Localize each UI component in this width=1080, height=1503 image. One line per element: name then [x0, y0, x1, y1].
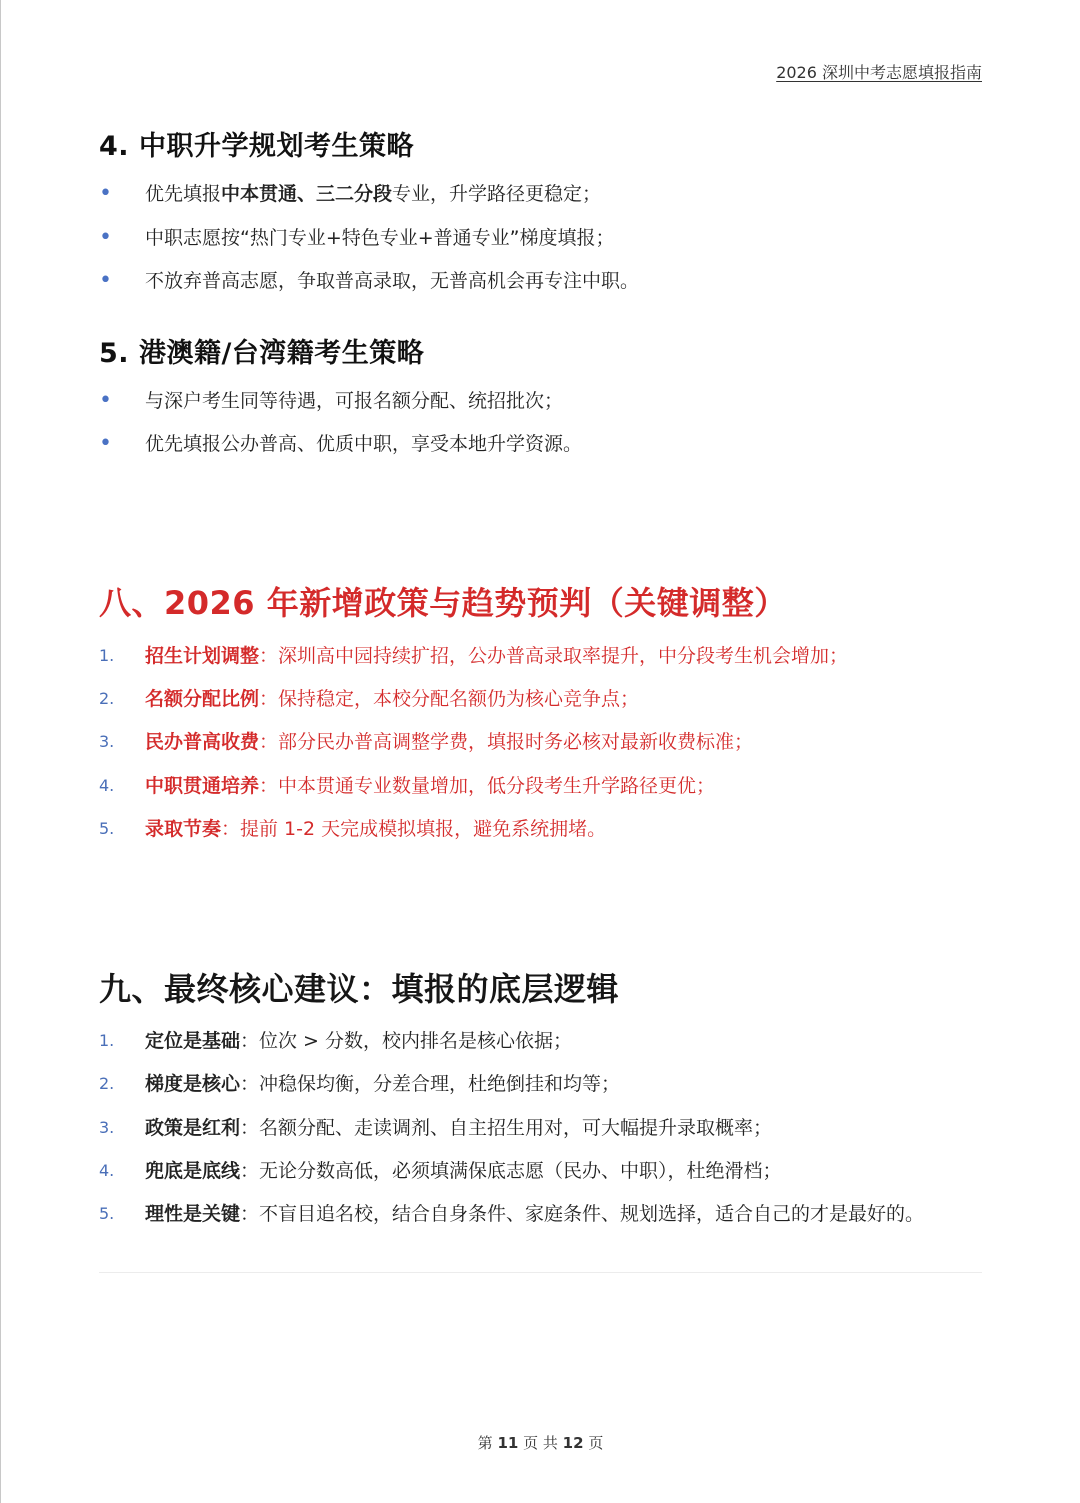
item-label: 录取节奏	[145, 818, 222, 840]
item-label: 理性是关键	[145, 1203, 241, 1225]
footer-text: 第	[477, 1434, 493, 1452]
item-label: 中职贯通培养	[145, 775, 260, 797]
item-label: 政策是红利	[145, 1117, 241, 1139]
item-body: ：位次 > 分数，校内排名是核心依据；	[240, 1030, 573, 1052]
bullet-icon: •	[99, 181, 112, 206]
item-number: 3.	[99, 732, 115, 751]
current-page-number: 11	[497, 1434, 519, 1452]
bullet-icon: •	[99, 431, 112, 456]
item-label: 招生计划调整	[145, 645, 260, 667]
numbered-item-text	[145, 774, 715, 798]
item-number: 5.	[99, 1204, 115, 1223]
item-body: ：深圳高中园持续扩招，公办普高录取率提升，中分段考生机会增加；	[259, 645, 849, 667]
running-header: 2026 深圳中考志愿填报指南	[776, 63, 982, 82]
item-body: ：名额分配、走读调剂、自主招生用对，可大幅提升录取概率；	[240, 1117, 773, 1139]
numbered-item-text	[145, 644, 848, 668]
numbered-item-text	[145, 1159, 782, 1183]
item-number: 1.	[99, 1031, 115, 1050]
numbered-item-text	[145, 817, 606, 841]
total-page-number: 12	[562, 1434, 584, 1452]
numbered-item-text	[145, 730, 753, 754]
list-item-text: 优先填报公办普高、优质中职，享受本地升学资源。	[145, 433, 583, 455]
footer-text: 页 共	[523, 1434, 558, 1452]
item-label: 兜底是底线	[145, 1160, 241, 1182]
item-number: 1.	[99, 646, 115, 665]
numbered-item-text	[145, 1202, 924, 1226]
numbered-item-text	[145, 1072, 620, 1096]
item-body: ：不盲目追名校，结合自身条件、家庭条件、规划选择，适合自己的才是最好的。	[240, 1203, 925, 1225]
list-item-text: 不放弃普高志愿，争取普高录取，无普高机会再专注中职。	[145, 270, 640, 292]
numbered-item-text	[145, 1029, 572, 1053]
item-body: ：保持稳定，本校分配名额仍为核心竞争点；	[259, 688, 640, 710]
chapter-9-heading: 九、最终核心建议：填报的底层逻辑	[99, 970, 620, 1008]
list-item-text: 中职志愿按“热门专业+特色专业+普通专业”梯度填报；	[145, 227, 615, 249]
list-item-text	[145, 182, 601, 206]
item-label: 定位是基础	[145, 1030, 241, 1052]
text-run: 优先填报	[145, 183, 222, 205]
item-label: 民办普高收费	[145, 731, 260, 753]
bullet-icon: •	[99, 388, 112, 413]
bullet-icon: •	[99, 268, 112, 293]
text-run: 专业，升学路径更稳定；	[392, 183, 602, 205]
numbered-item-text	[145, 1116, 772, 1140]
bold-text: 中本贯通、三二分段	[221, 183, 393, 205]
bullet-icon: •	[99, 225, 112, 250]
item-body: ：无论分数高低，必须填满保底志愿（民办、中职），杜绝滑档；	[240, 1160, 782, 1182]
footer-text: 页	[588, 1434, 604, 1452]
section-5-heading: 5. 港澳籍/台湾籍考生策略	[99, 338, 425, 369]
item-label: 梯度是核心	[145, 1073, 241, 1095]
numbered-item-text	[145, 687, 639, 711]
chapter-8-heading: 八、2026 年新增政策与趋势预判（关键调整）	[99, 584, 787, 622]
item-label: 名额分配比例	[145, 688, 260, 710]
item-number: 4.	[99, 776, 115, 795]
item-body: ：部分民办普高调整学费，填报时务必核对最新收费标准；	[259, 731, 754, 753]
list-item-text: 与深户考生同等待遇，可报名额分配、统招批次；	[145, 390, 564, 412]
item-body: ：冲稳保均衡，分差合理，杜绝倒挂和均等；	[240, 1073, 621, 1095]
item-body: ：提前 1-2 天完成模拟填报，避免系统拥堵。	[221, 818, 607, 840]
item-number: 2.	[99, 1074, 115, 1093]
item-number: 4.	[99, 1161, 115, 1180]
item-number: 3.	[99, 1118, 115, 1137]
section-4-heading: 4. 中职升学规划考生策略	[99, 131, 414, 162]
item-number: 2.	[99, 689, 115, 708]
page-footer	[1, 1432, 1080, 1453]
item-number: 5.	[99, 819, 115, 838]
item-body: ：中本贯通专业数量增加，低分段考生升学路径更优；	[259, 775, 716, 797]
divider	[99, 1272, 982, 1273]
